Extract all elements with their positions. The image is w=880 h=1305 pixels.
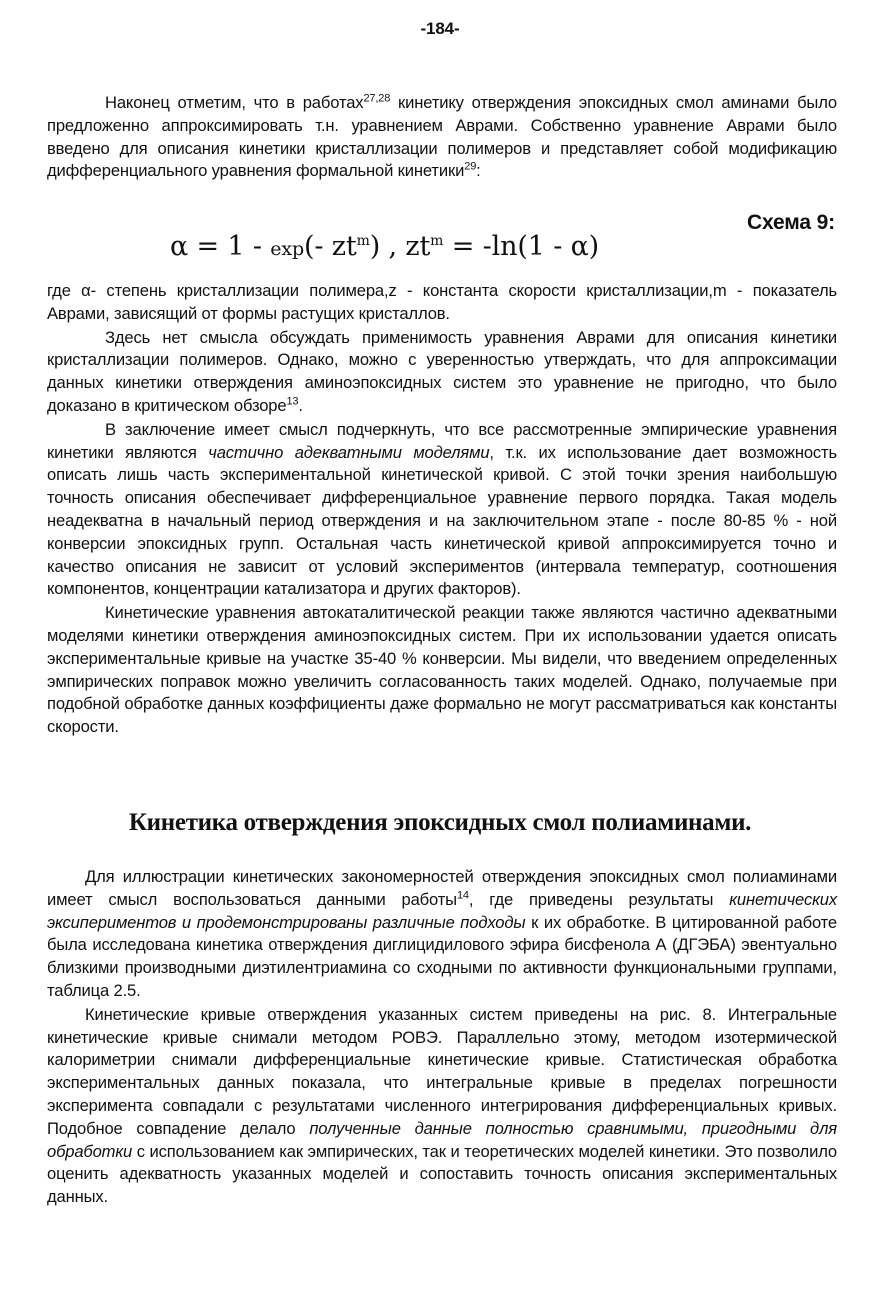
intro-text-c: : bbox=[476, 161, 481, 181]
paragraph-kinetic-curves bbox=[47, 1004, 837, 1209]
citation-14: 14 bbox=[456, 889, 469, 902]
intro-text-b: кинетику отверждения эпоксидных смол аминами было предложенно аппроксимировать т.н. уравнением Аврами. Собственно уравнение Аврами было введено для описания кинетики кристаллизации полимеров и представляет собой модификацию дифференциального уравнения формальной кинетики bbox=[47, 93, 837, 181]
para3-text-b: , т.к. их использование дает возможность описать лишь часть экспериментальной кинетической кривой. С этой точки зрения наибольшую точность описания обеспечивает дифференциальное уравнение первого порядка. Такая модель неадекватна в начальный период отверждения и на заключительном этапе - после 80-85 % - ной конверсии эпоксидных групп. Остальная часть кинетической кривой аппроксимируется точно и качество описания не зависит от условий экспериментов (интервала температур, соотношения компонентов, концентрации катализатора и других факторов). bbox=[47, 442, 838, 599]
page-number: -184- bbox=[420, 19, 460, 38]
intro-text-a: Наконец отметим, что в работах bbox=[105, 93, 364, 112]
section-heading: Кинетика отверждения эпоксидных смол полиаминами. bbox=[128, 809, 752, 836]
paragraph-illustration bbox=[47, 866, 837, 1003]
para3-text-a: В заключение имеет смысл подчеркнуть, что все рассмотренные эмпирические уравнения кинетики являются bbox=[47, 419, 837, 462]
citation-27-28: 27,28 bbox=[363, 92, 391, 105]
formula-exponent-2: m bbox=[430, 233, 444, 249]
para5-text-c: к их обработке. В цитированной работе была исследована кинетика отверждения диглицидилового эфира бисфенола А (ДГЭБА) эвентуально близкими производными диэтилентриамина со сходными по активности функциональными группами, таблица 2.5. bbox=[47, 912, 837, 1000]
section-body-block bbox=[47, 866, 837, 1209]
para6-italic: полученные данные полностью сравнимыми, пригодными для обработки bbox=[47, 1118, 837, 1161]
para6-text-b: с использованием как эмпирических, так и теоретических моделей кинетики. Это позволило оценить адекватность указанных моделей и сопоставить точность описания экспериментальных данных. bbox=[47, 1141, 837, 1207]
citation-13: 13 bbox=[286, 395, 299, 408]
para2-text-b: . bbox=[298, 395, 303, 415]
formula-part-4: = -ln(1 - α) bbox=[443, 231, 600, 262]
formula-part-3: ) , zt bbox=[369, 231, 431, 262]
paragraph-avrami-applicability bbox=[47, 327, 837, 418]
where-definition: где α- степень кристаллизации полимера,z - константа скорости кристаллизации,m - показатель Аврами, зависящий от формы растущих кристаллов. bbox=[47, 281, 837, 323]
intro-paragraph-block bbox=[47, 92, 837, 183]
para2-text-a: Здесь нет смысла обсуждать применимость уравнения Аврами для описания кинетики кристаллизации полимеров. Однако, можно с уверенностью утверждать, что для аппроксимации данных кинетики отверждения аминоэпоксидных систем это уравнение не пригодно, что было доказано в критическом обзоре bbox=[47, 327, 837, 415]
formula-part-2: (- zt bbox=[303, 231, 357, 262]
paragraph-conclusion bbox=[47, 419, 837, 601]
para5-text-a: Для иллюстрации кинетических закономерностей отверждения эпоксидных смол полиаминами имеет смысл воспользоваться данными работы bbox=[47, 867, 837, 909]
intro-paragraph bbox=[47, 92, 837, 183]
para5-text-b: , где приведены результаты bbox=[468, 889, 730, 909]
scheme-label: Схема 9: bbox=[747, 211, 835, 234]
avrami-formula bbox=[170, 231, 730, 262]
body-text-block bbox=[47, 280, 837, 739]
paragraph-autocatalytic: Кинетические уравнения автокаталитической реакции также являются частично адекватными моделями кинетики отверждения аминоэпоксидных систем. При их использовании удается описать экспериментальные кривые на участке 35-40 % конверсии. Мы видели, что введением определенных эмпирических поправок можно увеличить согласованность таких моделей. Однако, получаемые при подобной обработке данных коэффициенты даже формально не могут рассматриваться как константы скорости. bbox=[47, 603, 837, 737]
para6-text-a: Кинетические кривые отверждения указанных систем приведены на рис. 8. Интегральные кинетические кривые снимали методом РОВЭ. Параллельно этому, методом изотермической калориметрии снимали дифференциальные кинетические кривые. Статистическая обработка экспериментальных данных показала, что интегральные кривые в пределах погрешности эксперимента совпадали с результатами численного интегрирования дифференциальных кривых. Подобное совпадение делало bbox=[47, 1004, 837, 1138]
para3-italic: частично адекватными моделями bbox=[208, 442, 490, 462]
citation-29: 29 bbox=[464, 160, 477, 173]
formula-part-1: α = 1 - bbox=[170, 231, 271, 262]
formula-exp: exp bbox=[270, 238, 304, 260]
para5-italic: кинетических эксипериментов и продемонстрированы различные подходы bbox=[47, 889, 837, 932]
formula-exponent-1: m bbox=[356, 233, 370, 249]
